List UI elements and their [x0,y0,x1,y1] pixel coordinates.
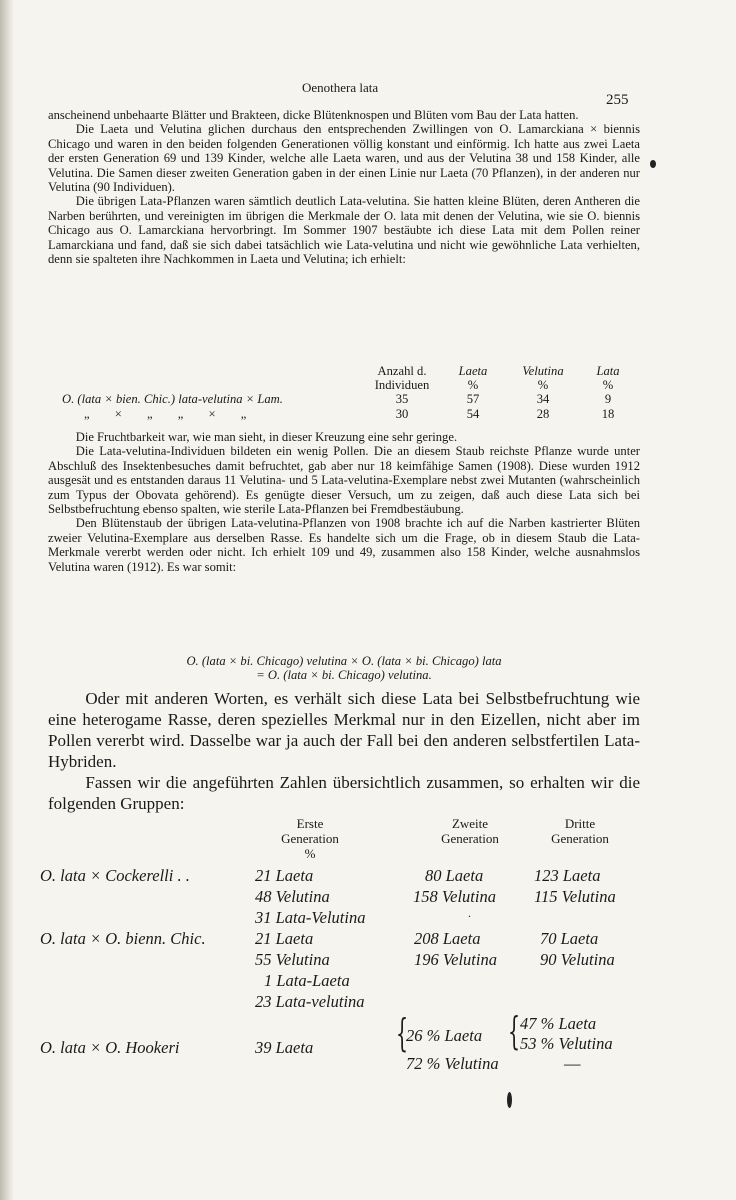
paragraph: Die Fruchtbarkeit war, wie man sieht, in dieser Kreuzung eine sehr geringe. [75,430,458,444]
group-label: O. lata × O. Hookeri [40,1038,180,1057]
third-gen-value: 47 % Laeta [520,1014,597,1033]
body-text-large [48,688,640,814]
second-gen-value: 158 Velutina [413,887,496,906]
row-label: O. (lata × bien. Chic.) lata-velutina × Lam. [62,392,283,407]
first-gen-value: 39 Laeta [255,1038,314,1057]
running-title: Oenothera lata [302,80,379,95]
table-subheader: % [602,378,614,393]
group-label: O. lata × O. bienn. Chic. [40,929,206,948]
table-cell: 28 [536,406,550,421]
second-gen-value: . [468,906,471,920]
page-number: 255 [606,92,629,108]
second-gen-value: 80 Laeta [425,866,484,885]
formula-line: O. (lata × bi. Chicago) velutina × O. (lata × bi. Chicago) lata [186,654,502,668]
page-header [0,80,736,108]
body-text-top [48,108,640,266]
second-gen-value: 26 % Laeta [406,1026,483,1045]
first-gen-value: 21 Laeta [255,866,314,885]
second-gen-value: 208 Laeta [414,929,481,948]
row-label: „ × „ „ × „ [84,406,247,421]
table-cell: 9 [604,392,612,407]
table-header: Velutina [522,364,564,378]
table-subheader: % [537,378,549,393]
table-row [48,392,638,406]
table-cell: 34 [536,392,550,407]
first-gen-value: 48 Velutina [255,887,330,906]
third-gen-value: 90 Velutina [540,950,615,969]
third-gen-value: 123 Laeta [534,866,601,885]
column-header-third: Dritte Generation [551,816,609,846]
column-header-second: Zweite Generation [441,816,499,846]
body-text-middle [48,430,640,574]
table-cell: 57 [466,392,480,407]
table-row [48,407,638,421]
table-cell: 54 [466,406,480,421]
page-edge-shadow [0,0,14,1200]
first-gen-value: 55 Velutina [255,950,330,969]
table-subheader: % [467,378,479,393]
table-header: Anzahl d. [377,364,427,378]
third-gen-value: 53 % Velutina [520,1034,613,1053]
table-header: Laeta [458,364,488,378]
table-subheader-row [48,378,638,392]
paragraph: Die Laeta und Velutina glichen durchaus den entsprechenden Zwillingen von O. Lamarckiana × biennis Chicago und waren in den beiden folgenden Generationen völlig konstant und einförmig. Ich hatte aus zwei Laeta der ersten Generation 69 und 139 Kinder, welche alle Laeta waren, und aus der Velutina 38 und 158 Kinder, alle Velutina. Die Samen dieser zweiten Generation gaben in der einen Linie nur Laeta (70 Pflanzen), in der anderen nur Velutina (90 Individuen). [48,122,640,195]
table-cell: 30 [395,406,409,421]
paragraph: Die übrigen Lata-Pflanzen waren sämtlich deutlich Lata-velutina. Sie hatten kleine Blüten, deren Antheren die Narben berührten, und vereinigten im übrigen die Merkmale der O. lata mit denen der Velutina, wie sie O. biennis Chicago aus O. Lamarckiana hervorbringt. Im Sommer 1907 bestäubte ich diese Lata mit dem Pollen reiner Lamarckiana und fand, daß sie sich dabei tatsächlich wie Lata-velutina und nicht wie gewöhnliche Lata verhielten, denn sie spalteten ihre Nachkommen in Laeta und Velutina; ich erhielt: [48,194,640,267]
paragraph: Fassen wir die angeführten Zahlen übersichtlich zusammen, so erhalten wir die folgenden Gruppen: [48,773,640,813]
second-gen-value: 72 % Velutina [406,1054,499,1073]
first-gen-value: 23 Lata-velutina [255,992,365,1011]
paragraph: Die Lata-velutina-Individuen bildeten ein wenig Pollen. Die an diesem Staub reichste Pflanze wurde unter Abschluß des Insektenbesuches damit befruchtet, gab aber nur 18 keimfähige Samen (1908). Diese wurden 1912 ausgesät und es entstanden daraus 11 Velutina- und 5 Lata-velutina-Exemplare nebst zwei Mutanten (wahrscheinlich zum Typus der Obovata gehörend). Es genügte dieser Versuch, um zu zeigen, daß auch diese Lata sich bei Selbstbefruchtung ebenso spalten, wie sterile Lata-Pflanzen bei Fremdbestäubung. [48,444,640,517]
second-gen-value: 196 Velutina [414,950,497,969]
third-gen-value: — [564,1054,581,1073]
table-header: Lata [596,364,620,378]
table-cell: 18 [601,406,615,421]
paragraph: Den Blütenstaub der übrigen Lata-velutina-Pflanzen von 1908 brachte ich auf die Narben kastrierter Blüten zweier Velutina-Exemplare aus derselben Rasse. Es handelte sich um die Frage, ob in diesem Staub die Lata-Merkmale vererbt werden oder nicht. Ich erhielt 109 und 49, zusammen also 158 Kinder, welche ausnahmslos Velutina waren (1912). Es war somit: [48,516,640,574]
first-gen-value: 1 Lata-Laeta [264,971,350,990]
third-gen-value: 115 Velutina [534,887,616,906]
cross-formula [48,654,640,683]
ink-speck [507,1092,512,1108]
left-brace: { [508,1009,521,1053]
table-cell: 35 [395,392,409,407]
paragraph: Oder mit anderen Worten, es verhält sich diese Lata bei Selbstbefruchtung wie eine heterogame Rasse, deren spezielles Merkmal nur in den Eizellen, nicht aber im Pollen vererbt wird. Dasselbe war ja auch der Fall bei den anderen selbstfertilen Lata-Hybriden. [48,689,640,771]
formula-line: = O. (lata × bi. Chicago) velutina. [256,668,432,683]
group-label: O. lata × Cockerelli . . [40,866,190,885]
ink-speck [650,160,656,168]
third-gen-value: 70 Laeta [540,929,599,948]
first-gen-value: 21 Laeta [255,929,314,948]
left-brace: { [396,1011,409,1055]
percentage-table [48,364,638,421]
column-header-first: Erste Generation % [281,816,339,861]
paragraph: anscheinend unbehaarte Blätter und Brakteen, dicke Blütenknospen und Blüten vom Bau der Lata hatten. [48,108,579,122]
first-gen-value: 31 Lata-Velutina [255,908,366,927]
table-subheader: Individuen [374,378,430,393]
table-header-row [48,364,638,378]
